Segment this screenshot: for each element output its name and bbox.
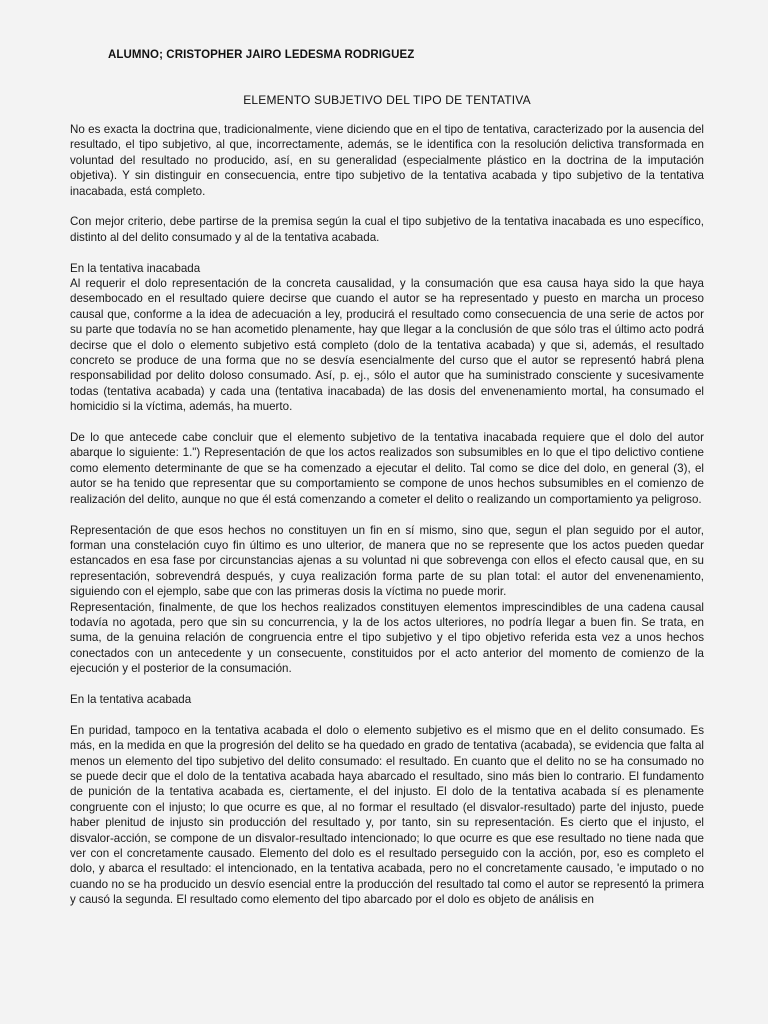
author-line: ALUMNO; CRISTOPHER JAIRO LEDESMA RODRIGUEZ <box>108 49 415 61</box>
paragraph-7: En puridad, tampoco en la tentativa acabada el dolo o elemento subjetivo es el mismo que en el delito consumado. Es más, en la medida en que la progresión del delito se ha quedado en grado de tentativa (acabada), se evidencia que falta al menos un elemento del tipo subjetivo del delito consumado: el resultado. En cuanto que el delito no se ha consumado no se puede decir que el dolo de la tentativa acabada haya abarcado el resultado, sino más bien lo contrario. El fundamento de punición de la tentativa acabada es, ciertamente, el del injusto. El dolo de la tentativa acabada sí es plenamente congruente con el injusto; lo que ocurre es que, al no formar el resultado (el disvalor-resultado) parte del injusto, puede haber plenitud de injusto sin producción del resultado y, por tanto, sin su representación. Es cierto que el injusto, el disvalor-acción, se compone de un disvalor-resultado intencionado; lo que ocurre es que ese resultado no tiene nada que ver con el concretamente causado. Elemento del dolo es el resultado perseguido con la acción, por, eso es completo el dolo, y abarca el resultado: el intencionado, en la tentativa acabada, pero no el concretamente causado, 'e imputado o no cuando no se ha producido un desvío esencial entre la producción del resultado tal como el autor se representó la primera y causó la segunda. El resultado como elemento del tipo abarcado por el dolo es objeto de análisis en <box>70 723 704 907</box>
paragraph-2: Con mejor criterio, debe partirse de la premisa según la cual el tipo subjetivo de la tentativa inacabada es uno específico, distinto al del delito consumado y al de la tentativa acabada. <box>70 215 704 244</box>
section-heading-inacabada: En la tentativa inacabada <box>70 261 201 275</box>
paragraph-3: Al requerir el dolo representación de la concreta causalidad, y la consumación que esa causa haya sido la que haya desembocado en el resultado quiere decirse que cuando el autor se ha representado y puesto en marcha un proceso causal que, conforme a la idea de adecuación a ley, producirá el resultado como consecuencia de una serie de actos por su parte que todavía no se han acometido plenamente, hay que llegar a la conclusión de que sólo tras el último acto podrá decirse que el dolo o elemento subjetivo está completo (dolo de la tentativa acabada) y que si, además, el resultado concreto se produce de una forma que no se desvía esencialmente del curso que el autor se representó habrá plena responsabilidad por delito doloso consumado. Así, p. ej., sólo el autor que ha suministrado consciente y sucesivamente todas (tentativa acabada) y cada una (tentativa inacabada) de las dosis del envenenamiento mortal, ha consumado el homicidio si la víctima, además, ha muerto. <box>70 277 704 414</box>
paragraph-5: Representación de que esos hechos no constituyen un fin en sí mismo, sino que, segun el plan seguido por el autor, forman una constelación cuyo fin último es uno ulterior, de manera que no se represente que los actos pueden quedar estancados en esa fase por circunstancias ajenas a su voluntad ni que sobrevenga con ellos el efecto causal que, en su representación, sobrevendrá después, y cuya realización forma parte de su plan total: el autor del envenenamiento, siguiendo con el ejemplo, sabe que con las primeras dosis la víctima no puede morir. <box>70 523 704 599</box>
paragraph-1: No es exacta la doctrina que, tradicionalmente, viene diciendo que en el tipo de tentativa, caracterizado por la ausencia del resultado, el tipo subjetivo, al que, incorrectamente, además, se le identifica con la resolución delictiva transformada en voluntad del resultado no producido, así, en su generalidad (especialmente plástico en la doctrina de la imputación objetiva). Y sin distinguir en consecuencia, entre tipo subjetivo de la tentativa acabada y tipo subjetivo de la tentativa inacabada, está completo. <box>70 123 704 198</box>
document-body <box>70 122 704 923</box>
section-heading-acabada: En la tentativa acabada <box>70 692 192 706</box>
paragraph-6: Representación, finalmente, de que los hechos realizados constituyen elementos imprescindibles de una cadena causal todavía no agotada, pero que sin su concurrencia, y la de los actos ulteriores, no podría llegar a buen fin. Se trata, en suma, de la genuina relación de congruencia entre el tipo subjetivo y el tipo objetivo referida esta vez a unos hechos conectados con un antecedente y un consecuente, constituidos por el acto anterior del momento de comienzo de la ejecución y el posterior de la consumación. <box>70 600 704 676</box>
paragraph-4: De lo que antecede cabe concluir que el elemento subjetivo de la tentativa inacabada requiere que el dolo del autor abarque lo siguiente: 1.") Representación de que los actos realizados son subsumibles en lo que el tipo delictivo contiene como elemento determinante de que se ha comenzado a ejecutar el delito. Tal como se dice del dolo, en general (3), el autor se ha tenido que representar que su comportamiento se compone de unos hechos subsumibles en el comienzo de realización del delito, aunque no que él está comenzando a cometer el delito o realizando un comportamiento ya peligroso. <box>70 431 704 506</box>
document-title: ELEMENTO SUBJETIVO DEL TIPO DE TENTATIVA <box>243 93 531 107</box>
